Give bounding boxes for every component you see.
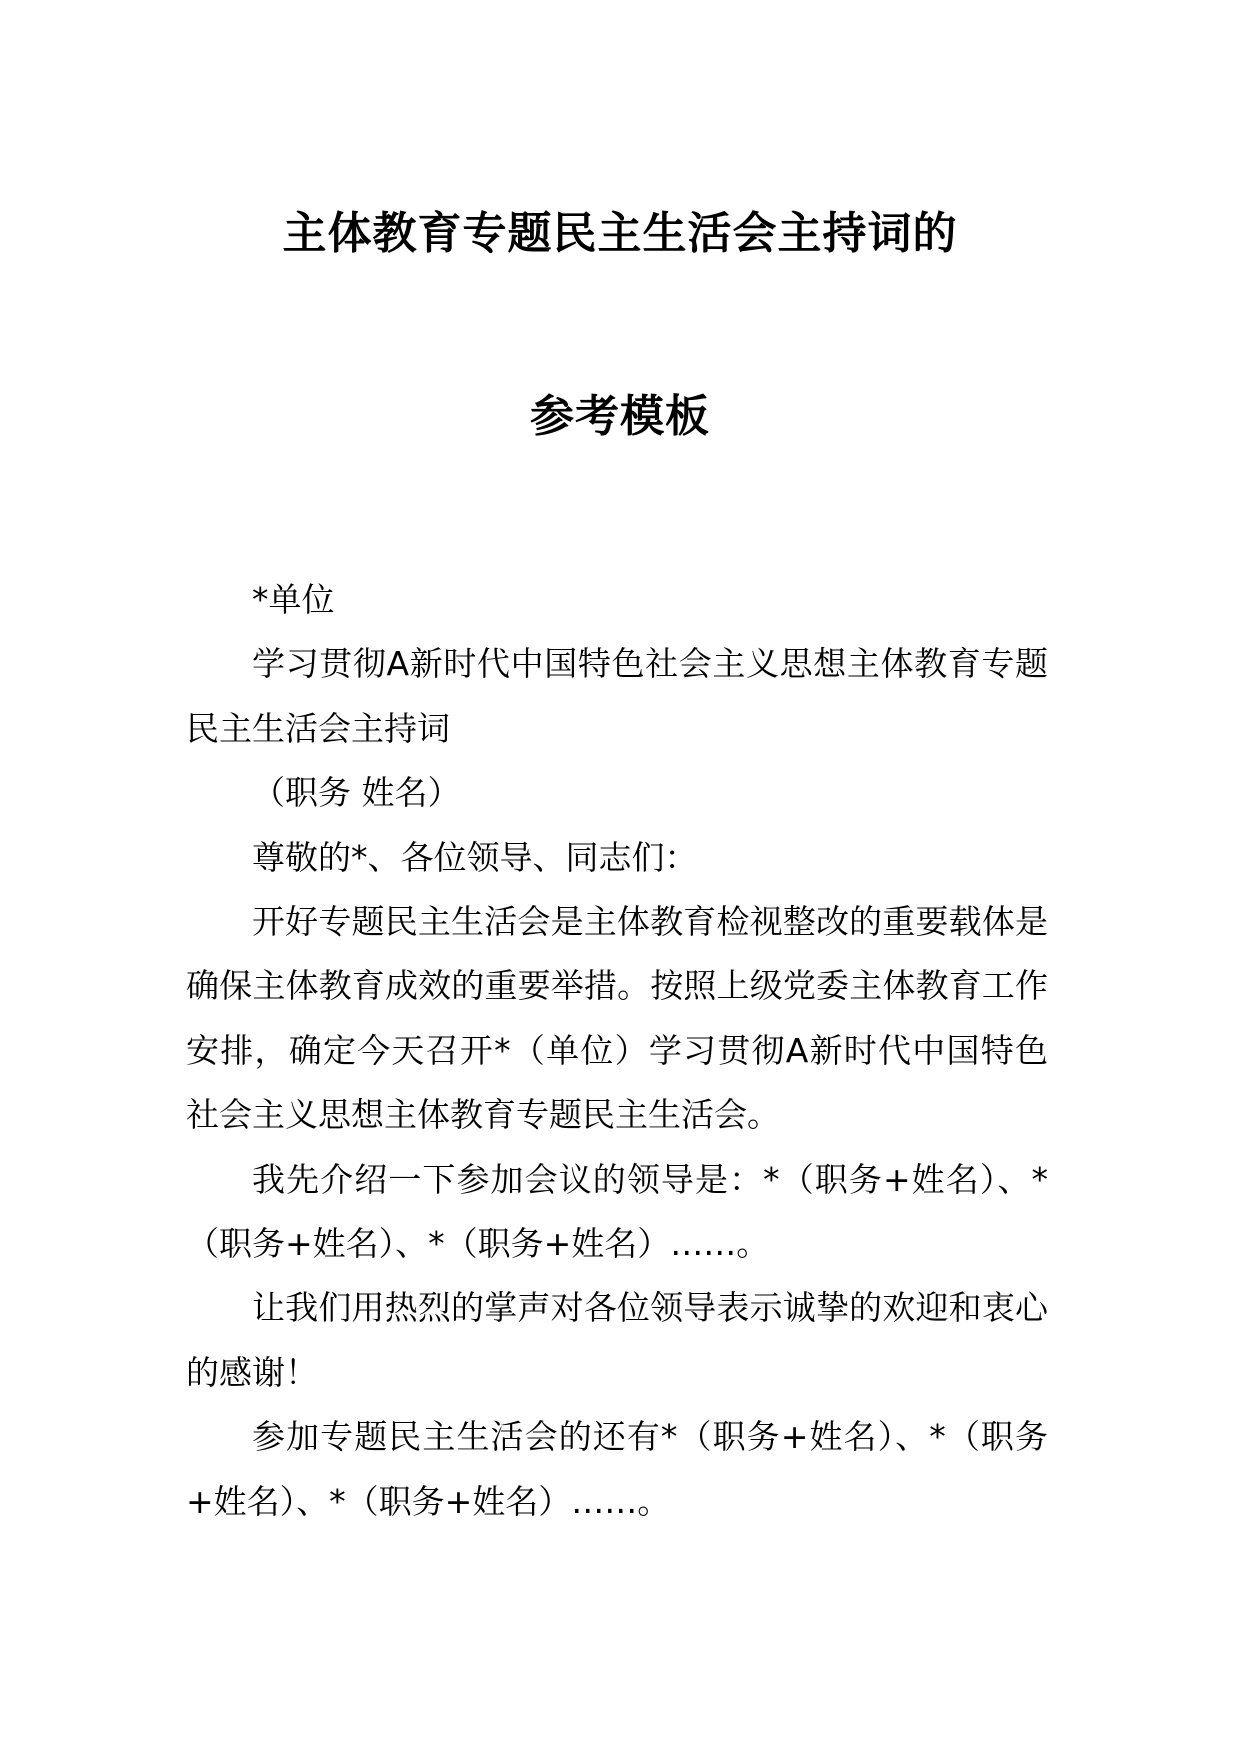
paragraph-salutation: 尊敬的*、各位领导、同志们： bbox=[252, 837, 698, 877]
paragraph-leaders-intro: 我先介绍一下参加会议的领导是：*（职务+姓名）、*（职务+姓名）、*（职务+姓名）……。 bbox=[186, 1159, 1048, 1264]
paragraph-welcome: 让我们用热烈的掌声对各位领导表示诚挚的欢迎和衷心的感谢！ bbox=[186, 1288, 1048, 1392]
paragraph-attendees: 参加专题民主生活会的还有*（职务+姓名）、*（职务+姓名）、*（职务+姓名）……。 bbox=[186, 1417, 1048, 1521]
paragraph-unit: *单位 bbox=[252, 580, 335, 619]
document-body bbox=[186, 568, 1048, 1534]
document-title-line-2: 参考模板 bbox=[530, 391, 710, 442]
paragraph-heading: 学习贯彻A新时代中国特色社会主义思想主体教育专题民主生活会主持词 bbox=[186, 644, 1048, 748]
document-title-line-1: 主体教育专题民主生活会主持词的 bbox=[282, 208, 958, 259]
paragraph-opening: 开好专题民主生活会是主体教育检视整改的重要载体是确保主体教育成效的重要举措。按照上级党委主体教育工作安排，确定今天召开*（单位）学习贯彻A新时代中国特色社会主义思想主体教育专题民主生活会。 bbox=[186, 902, 1048, 1135]
paragraph-presenter: （职务 姓名） bbox=[252, 773, 461, 813]
